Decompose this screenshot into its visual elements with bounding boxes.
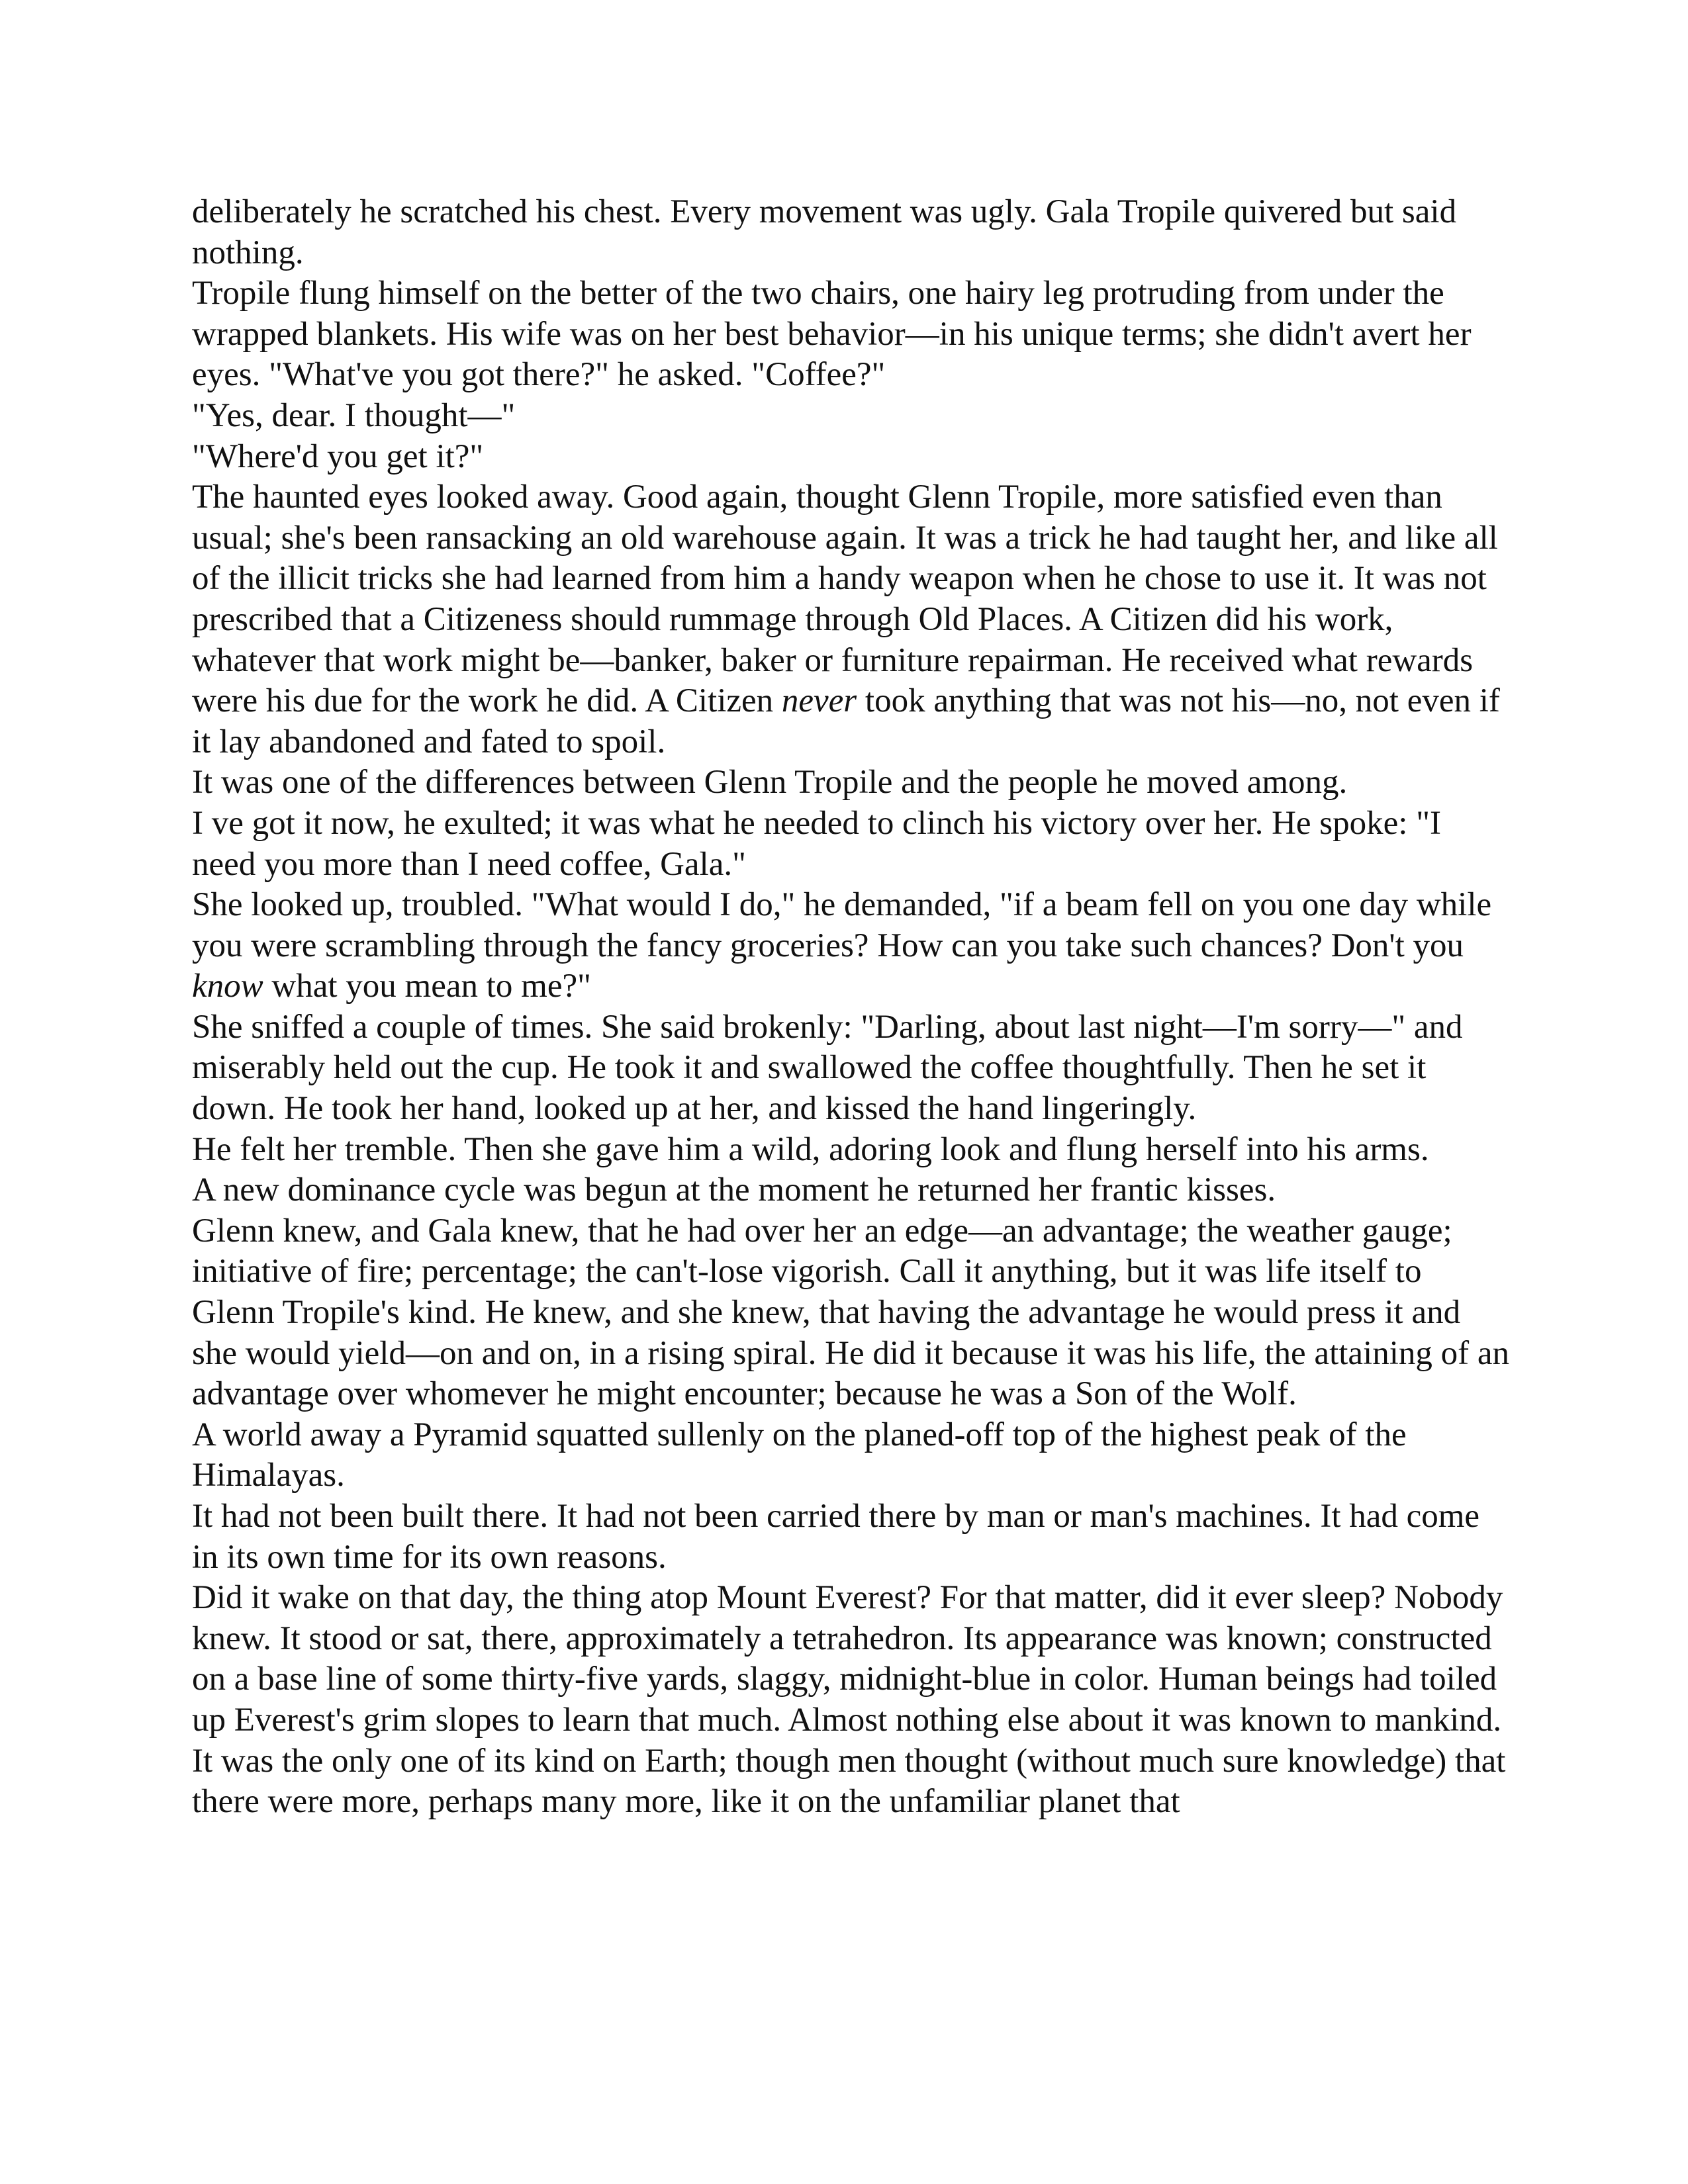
paragraph: The haunted eyes looked away. Good again, thought Glenn Tropile, more satisfied even than usual; she's been ransacking an old warehouse again. It was a trick he had taught her, and like all of the illicit tricks she had learned from him a handy weapon when he chose to use it. It was not prescribed that a Citizeness should rummage through Old Places. A Citizen did his work, whatever that work might be—banker, baker or furniture repairman. He received what rewards were his due for the work he did. A Citizen never took anything that was not his—no, not even if it lay abandoned and fated to spoil. [192,478,1500,760]
body-text [192,192,1509,1823]
paragraph: It was one of the differences between Glenn Tropile and the people he moved among. [192,764,1348,801]
paragraph: "Where'd you get it?" [192,437,484,475]
paragraph: A world away a Pyramid squatted sullenly on the planed-off top of the highest peak of the Himalayas. [192,1416,1407,1494]
paragraph: deliberately he scratched his chest. Every movement was ugly. Gala Tropile quivered but said nothing. [192,193,1457,271]
paragraph: It was the only one of its kind on Earth; though men thought (without much sure knowledge) that there were more, perhaps many more, like it on the unfamiliar planet that [192,1742,1506,1821]
paragraph: Did it wake on that day, the thing atop Mount Everest? For that matter, did it ever sleep? Nobody knew. It stood or sat, there, approximately a tetrahedron. Its appearance was known; constructed on a base line of some thirty-five yards, slaggy, midnight-blue in color. Human beings had toiled up Everest's grim slopes to learn that much. Almost nothing else about it was known to mankind. [192,1579,1503,1739]
paragraph: A new dominance cycle was begun at the moment he returned her frantic kisses. [192,1171,1276,1209]
emphasis: never [781,682,857,720]
paragraph: I ve got it now, he exulted; it was what he needed to clinch his victory over her. He spoke: "I need you more than I need coffee, Gala." [192,804,1441,883]
emphasis: know [192,968,263,1005]
paragraph: She sniffed a couple of times. She said brokenly: "Darling, about last night—I'm sorry—" and miserably held out the cup. He took it and swallowed the coffee thoughtfully. Then he set it down. He took her hand, looked up at her, and kissed the hand lingeringly. [192,1008,1463,1128]
paragraph: He felt her tremble. Then she gave him a wild, adoring look and flung herself into his arms. [192,1130,1429,1168]
paragraph: It had not been built there. It had not been carried there by man or man's machines. It had come in its own time for its own reasons. [192,1498,1480,1576]
paragraph: Tropile flung himself on the better of the two chairs, one hairy leg protruding from under the wrapped blankets. His wife was on her best behavior—in his unique terms; she didn't avert her eyes. "What've you got there?" he asked. "Coffee?" [192,275,1472,394]
paragraph: "Yes, dear. I thought—" [192,396,516,434]
paragraph: Glenn knew, and Gala knew, that he had over her an edge—an advantage; the weather gauge; initiative of fire; percentage; the can't-lose vigorish. Call it anything, but it was life itself to Glenn Tropile's kind. He knew, and she knew, that having the advantage he would press it and she would yield—on and on, in a rising spiral. He did it because it was his life, the attaining of an advantage over whomever he might encounter; because he was a Son of the Wolf. [192,1212,1509,1413]
paragraph: She looked up, troubled. "What would I do," he demanded, "if a beam fell on you one day while you were scrambling through the fancy groceries? How can you take such chances? Don't you know what you mean to me?" [192,886,1492,1005]
